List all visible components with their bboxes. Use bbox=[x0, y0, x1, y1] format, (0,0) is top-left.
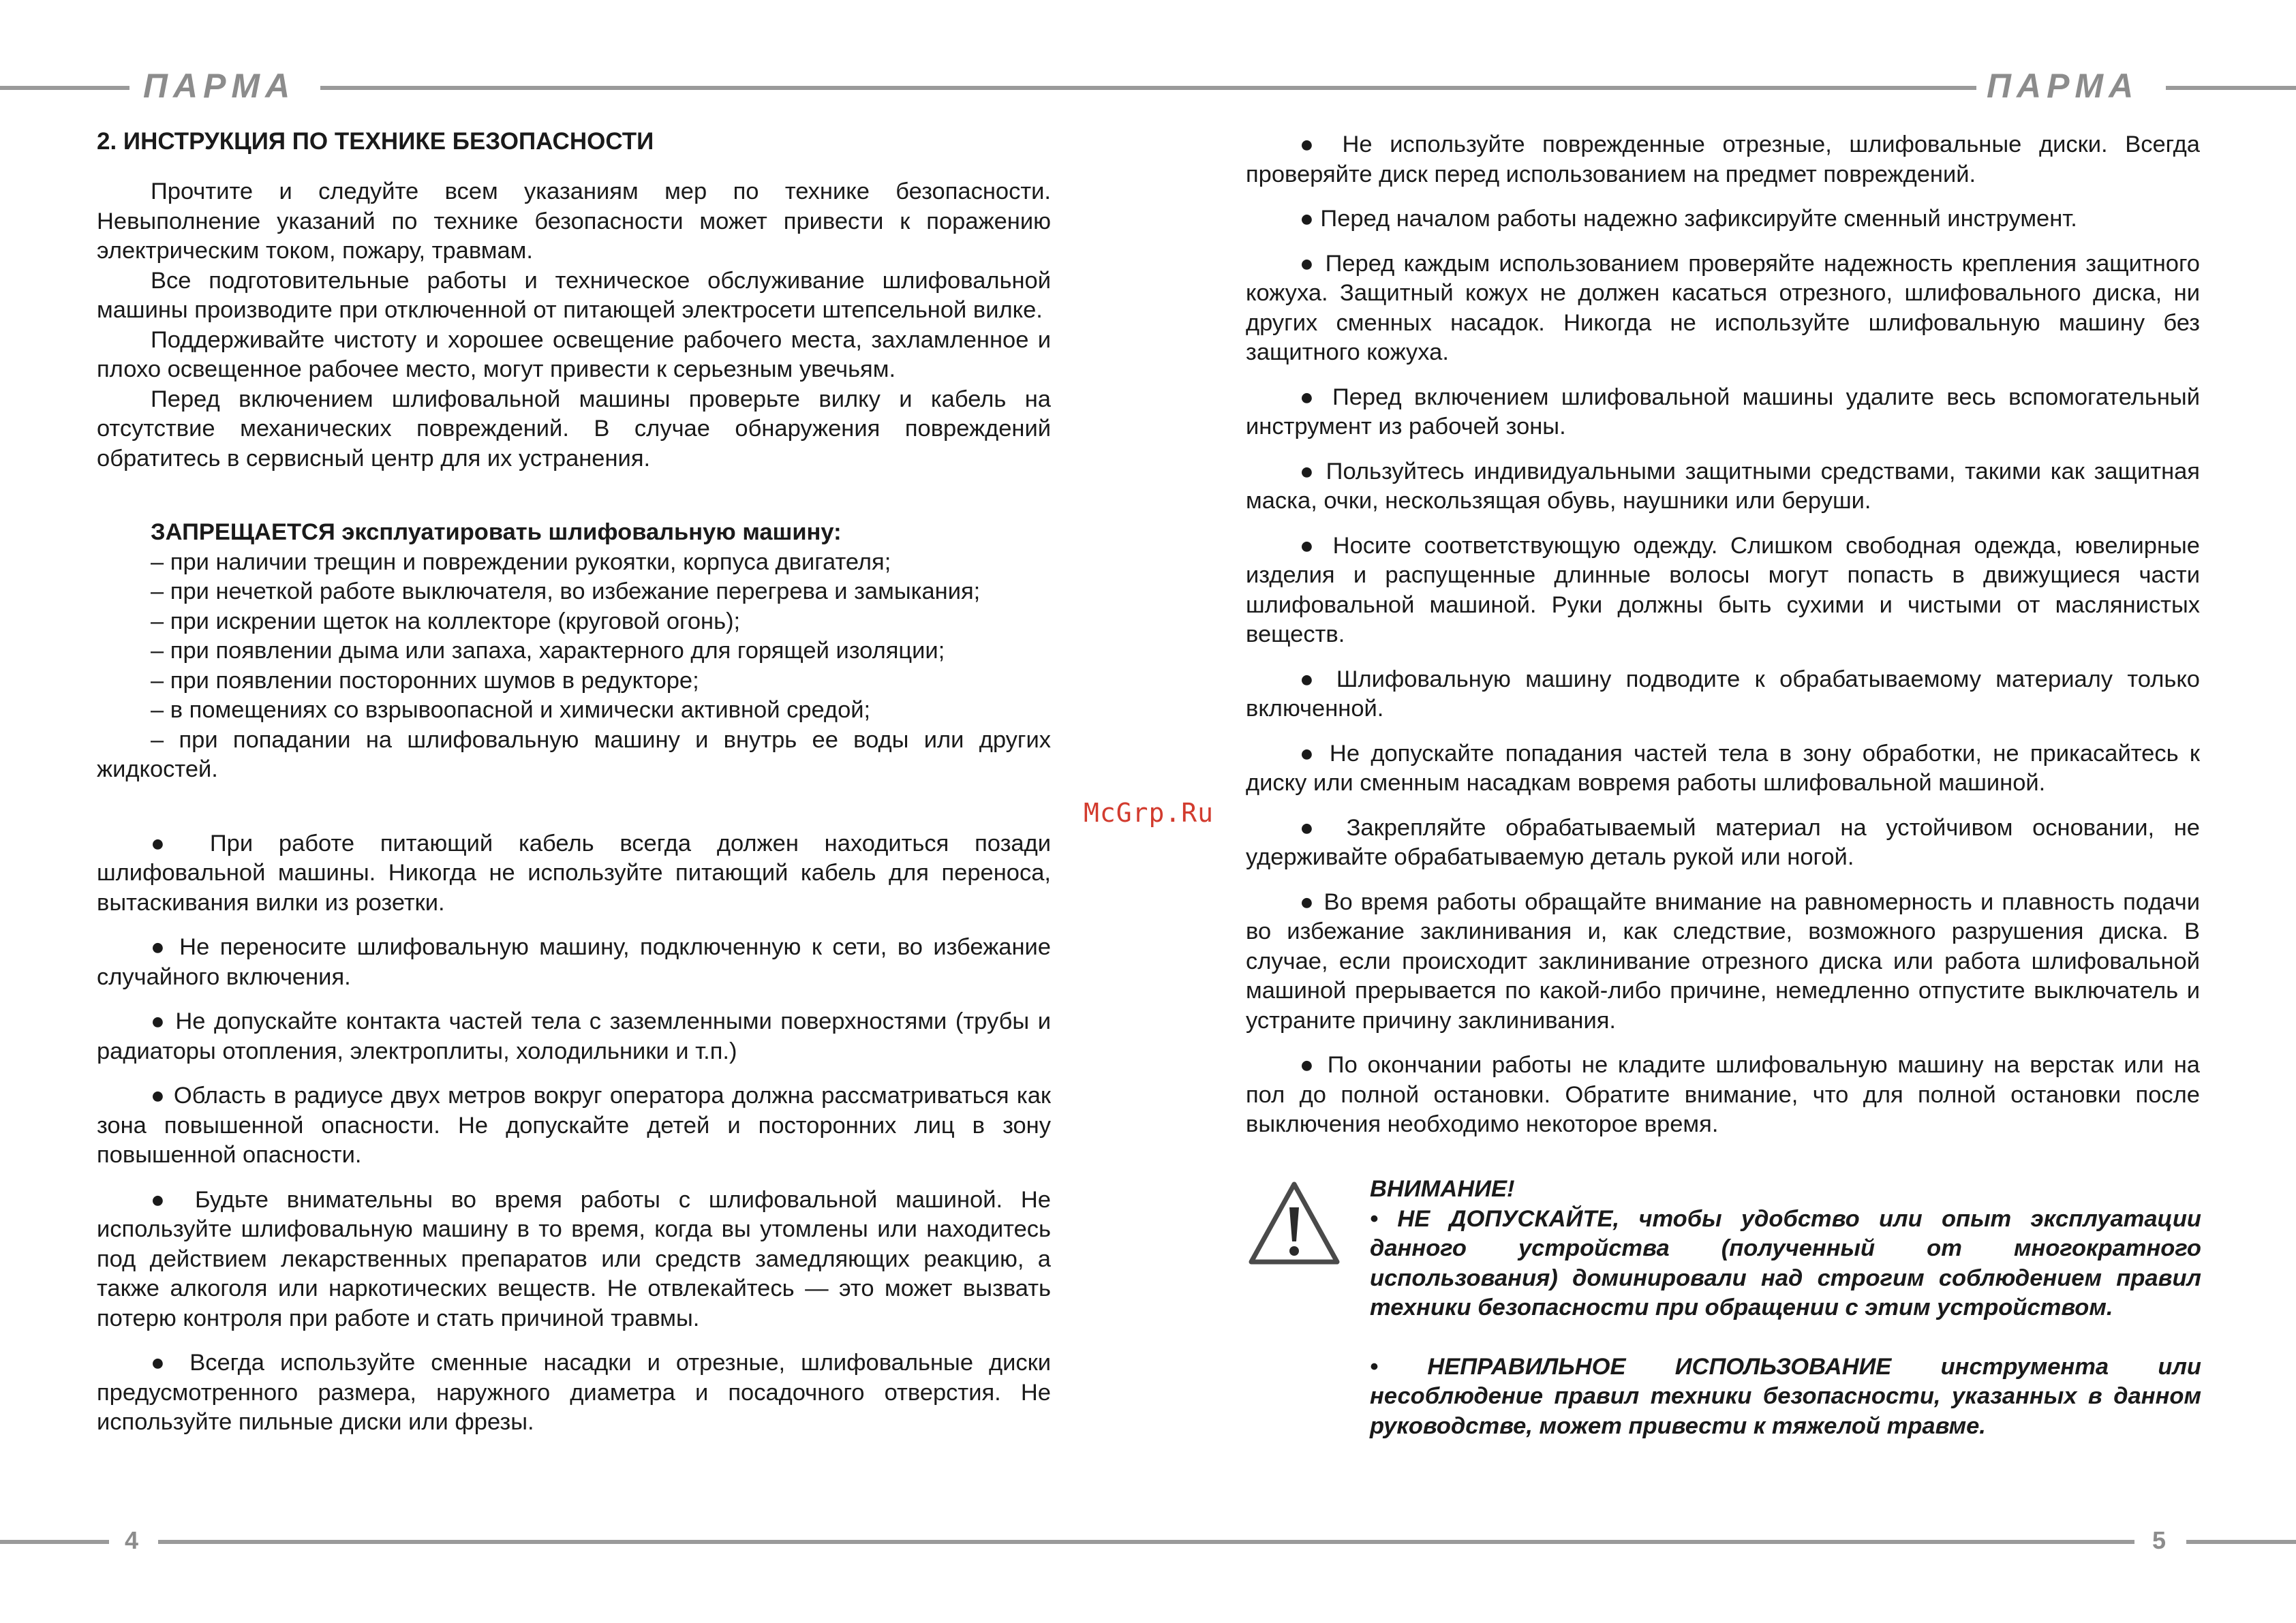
bullet-paragraph: ● Закрепляйте обрабатываемый материал на устойчивом основании, не удерживайте обрабатываемую деталь рукой или ногой. bbox=[1246, 814, 2200, 870]
warning-triangle-icon bbox=[1246, 1179, 1343, 1267]
intro-paragraph: Поддерживайте чистоту и хорошее освещение рабочего места, захламленное и плохо освещенное рабочее место, могут привести к серьезным увечьям. bbox=[97, 326, 1051, 382]
forbid-item: – при наличии трещин и повреждении рукоятки, корпуса двигателя; bbox=[151, 548, 891, 575]
bullet-paragraph: ● Не используйте поврежденные отрезные, шлифовальные диски. Всегда проверяйте диск перед использованием на предмет повреждений. bbox=[1246, 132, 2200, 187]
brand-logo-left: ПАРМА bbox=[143, 67, 296, 105]
footer-rule-right bbox=[2186, 1540, 2296, 1544]
bullet-paragraph: ● При работе питающий кабель всегда должен находиться позади шлифовальной машины. Никогда не используйте питающий кабель для переноса, вытаскивания вилки из розетки. bbox=[97, 830, 1051, 916]
warning-text: • НЕ ДОПУСКАЙТЕ, чтобы удобство или опыт эксплуатации данного устройства (полученный от многократного использования) доминировали над строгим соблюдением правил техники безопасности при обращении с этим устройством. bbox=[1370, 1205, 2201, 1320]
watermark-link[interactable]: McGrp.Ru bbox=[1084, 798, 1214, 828]
warning-text: • НЕПРАВИЛЬНОЕ ИСПОЛЬЗОВАНИЕ инструмента или несоблюдение правил техники безопасности, указанных в данном руководстве, может привести к тяжелой травме. bbox=[1370, 1353, 2201, 1439]
warning-title: ВНИМАНИЕ! bbox=[1370, 1176, 1515, 1202]
forbid-item: – в помещениях со взрывоопасной и химически активной средой; bbox=[151, 697, 871, 723]
intro-paragraph: Перед включением шлифовальной машины проверьте вилку и кабель на отсутствие механических повреждений. В случае обнаружения повреждений обратитесь в сервисный центр для их устранения. bbox=[97, 386, 1051, 472]
page-number-left: 4 bbox=[125, 1526, 139, 1554]
bullet-paragraph: ● Перед каждым использованием проверяйте надежность крепления защитного кожуха. Защитный кожух не должен касаться отрезного, шлифовального диска, ни других сменных насадок. Никогда не используйте шлифовальную машину без защитного кожуха. bbox=[1246, 250, 2200, 365]
bullet-paragraph: ● Не переносите шлифовальную машину, подключенную к сети, во избежание случайного включения. bbox=[97, 934, 1051, 990]
intro-paragraph: Прочтите и следуйте всем указаниям мер по технике безопасности. Невыполнение указаний по технике безопасности может привести к поражению электрическим током, пожару, травмам. bbox=[97, 179, 1051, 264]
forbid-item: – при появлении дыма или запаха, характерного для горящей изоляции; bbox=[151, 638, 945, 664]
page-number-right: 5 bbox=[2152, 1526, 2167, 1554]
bullet-paragraph: ● Не допускайте контакта частей тела с заземленными поверхностями (трубы и радиаторы отопления, электроплиты, холодильники и т.п.) bbox=[97, 1008, 1051, 1064]
bullet-paragraph: ● Перед включением шлифовальной машины удалите весь вспомогательный инструмент из рабочей зоны. bbox=[1246, 384, 2200, 439]
bullet-paragraph: ● Шлифовальную машину подводите к обрабатываемому материалу только включенной. bbox=[1246, 666, 2200, 722]
brand-logo-right: ПАРМА bbox=[1987, 67, 2139, 105]
bullet-paragraph: ● Во время работы обращайте внимание на равномерность и плавность подачи во избежание заклинивания и, как следствие, возможного разрушения диска. В случае, если происходит заклинивание отрезного диска или работа шлифовальной машиной прерывается по какой-либо причине, немедленно отпустите выключатель и устраните причину заклинивания. bbox=[1246, 888, 2200, 1034]
header-rule-left bbox=[0, 86, 129, 90]
header-rule-middle bbox=[320, 86, 1976, 90]
intro-paragraph: Все подготовительные работы и техническое обслуживание шлифовальной машины производите при отключенной от питающей электросети штепсельной вилке. bbox=[97, 267, 1051, 323]
bullet-paragraph: ● Пользуйтесь индивидуальными защитными средствами, такими как защитная маска, очки, нескользящая обувь, наушники или беруши. bbox=[1246, 458, 2200, 514]
footer-rule-left bbox=[0, 1540, 109, 1544]
bullet-paragraph: ● Не допускайте попадания частей тела в зону обработки, не прикасайтесь к диску или сменным насадкам вовремя работы шлифовальной машиной. bbox=[1246, 740, 2200, 796]
section-heading: 2. ИНСТРУКЦИЯ ПО ТЕХНИКЕ БЕЗОПАСНОСТИ bbox=[97, 128, 654, 155]
footer-rule-middle bbox=[158, 1540, 2134, 1544]
bullet-paragraph: ● Будьте внимательны во время работы с шлифовальной машиной. Не используйте шлифовальную машину в то время, когда вы утомлены или находитесь под действием лекарственных препаратов или средств замедляющих реакцию, а также алкоголя или наркотических веществ. Не отвлекайтесь — это может вызвать потерю контроля при работе и стать причиной травмы. bbox=[97, 1186, 1051, 1331]
bullet-paragraph: ● Область в радиусе двух метров вокруг оператора должна рассматриваться как зона повышенной опасности. Не допускайте детей и посторонних лиц в зону повышенной опасности. bbox=[97, 1083, 1051, 1168]
forbid-item: – при попадании на шлифовальную машину и внутрь ее воды или других жидкостей. bbox=[97, 726, 1051, 782]
forbid-title: ЗАПРЕЩАЕТСЯ эксплуатировать шлифовальную машину: bbox=[151, 519, 842, 545]
forbid-item: – при появлении посторонних шумов в редукторе; bbox=[151, 667, 699, 694]
left-column bbox=[97, 123, 1051, 1438]
forbid-item: – при нечеткой работе выключателя, во избежание перегрева и замыкания; bbox=[151, 578, 981, 604]
forbid-item: – при искрении щеток на коллекторе (круговой огонь); bbox=[151, 608, 741, 634]
bullet-paragraph: ● По окончании работы не кладите шлифовальную машину на верстак или на пол до полной остановки. Обратите внимание, что для полной остановки после выключения необходимо некоторое время. bbox=[1246, 1052, 2200, 1137]
warning-block bbox=[1370, 1175, 2201, 1441]
right-column bbox=[1246, 130, 2200, 1140]
header-rule-right bbox=[2166, 86, 2296, 90]
bullet-paragraph: ● Всегда используйте сменные насадки и отрезные, шлифовальные диски предусмотренного размера, наружного диаметра и посадочного отверстия. Не используйте пильные диски или фрезы. bbox=[97, 1350, 1051, 1435]
bullet-paragraph: ● Носите соответствующую одежду. Слишком свободная одежда, ювелирные изделия и распущенные длинные волосы могут попасть в движущиеся части шлифовальной машиной. Руки должны быть сухими и чистыми от маслянистых веществ. bbox=[1246, 532, 2200, 647]
bullet-paragraph: ● Перед началом работы надежно зафиксируйте сменный инструмент. bbox=[1300, 206, 2077, 232]
